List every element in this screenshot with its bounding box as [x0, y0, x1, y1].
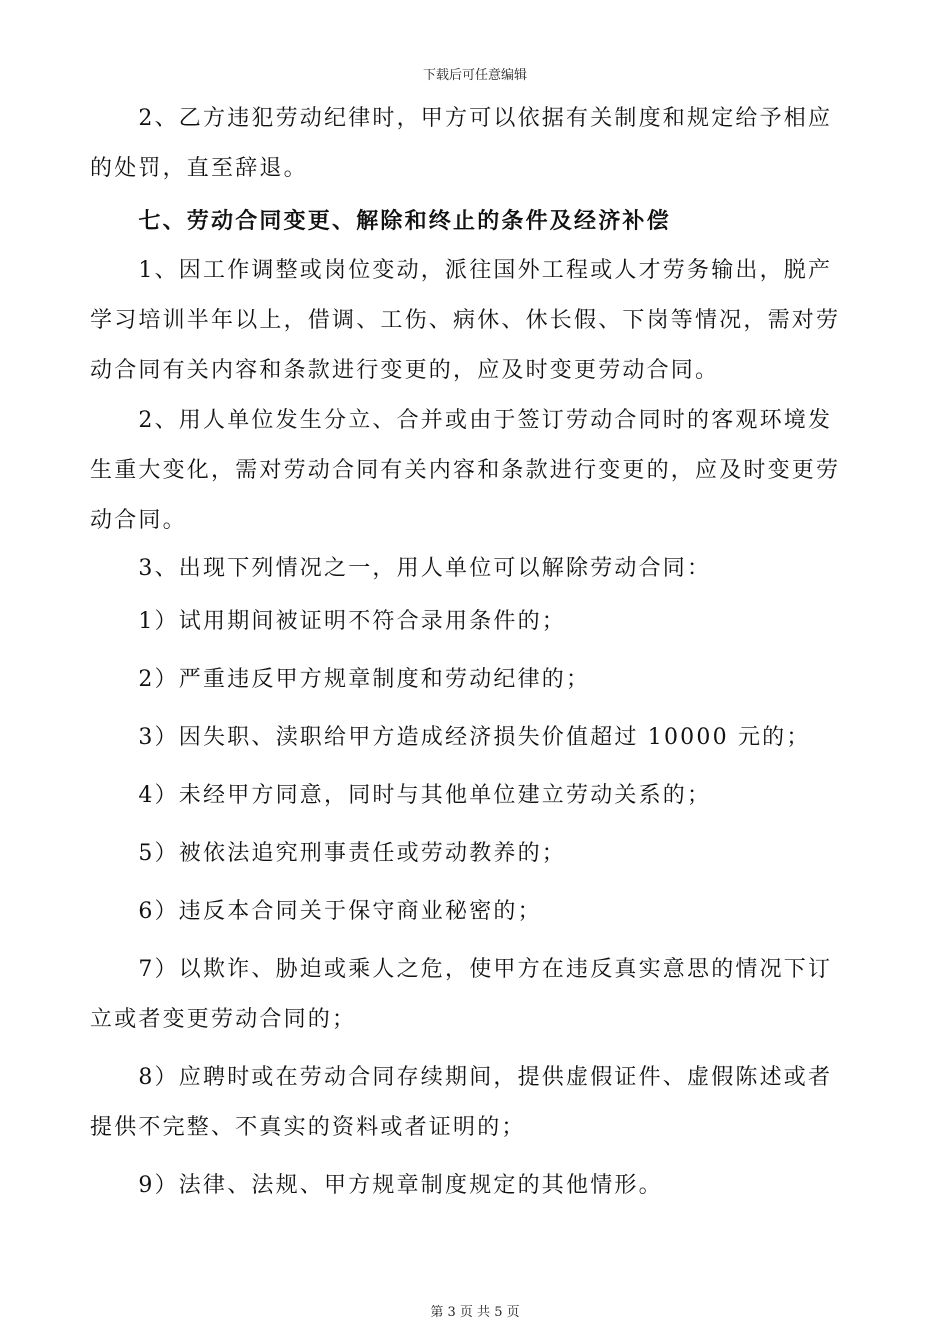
- text-line: 立或者变更劳动合同的；: [90, 1007, 357, 1032]
- text-line: 8）应聘时或在劳动合同存续期间，提供虚假证件、虚假陈述或者: [90, 1065, 833, 1090]
- list-item-4: [90, 771, 870, 821]
- text-line: 动合同有关内容和条款进行变更的，应及时变更劳动合同。: [90, 358, 720, 383]
- text-line: 2）严重违反甲方规章制度和劳动纪律的；: [90, 667, 591, 692]
- list-item-6: [90, 887, 870, 937]
- text-line: 3、出现下列情况之一，用人单位可以解除劳动合同：: [90, 556, 712, 581]
- paragraph-breach-discipline: [90, 94, 870, 194]
- text-line: 6）违反本合同关于保守商业秘密的；: [90, 899, 542, 924]
- text-line: 5）被依法追究刑事责任或劳动教养的；: [90, 841, 566, 866]
- text-line: 3）因失职、渎职给甲方造成经济损失价值超过 10000 元的；: [90, 725, 811, 750]
- list-item-7: [90, 945, 870, 1045]
- paragraph-change-conditions-1: [90, 246, 870, 396]
- list-item-2: [90, 655, 870, 705]
- text-line: 7）以欺诈、胁迫或乘人之危，使甲方在违反真实意思的情况下订: [90, 957, 833, 982]
- paragraph-change-conditions-2: [90, 396, 870, 546]
- heading-text: 七、劳动合同变更、解除和终止的条件及经济补偿: [90, 208, 671, 234]
- text-line: 2、用人单位发生分立、合并或由于签订劳动合同时的客观环境发: [90, 408, 833, 433]
- list-item-9: [90, 1161, 870, 1211]
- text-line: 生重大变化，需对劳动合同有关内容和条款进行变更的，应及时变更劳: [90, 458, 841, 483]
- text-line: 动合同。: [90, 508, 187, 533]
- text-line: 4）未经甲方同意，同时与其他单位建立劳动关系的；: [90, 783, 712, 808]
- paragraph-termination-intro: [90, 544, 870, 594]
- section-heading-7: [90, 196, 870, 246]
- text-line: 1）试用期间被证明不符合录用条件的；: [90, 609, 566, 634]
- list-item-3: [90, 713, 870, 763]
- page-header: 下载后可任意编辑: [422, 68, 527, 83]
- text-line: 1、因工作调整或岗位变动，派往国外工程或人才劳务输出，脱产: [90, 258, 833, 283]
- text-line: 9）法律、法规、甲方规章制度规定的其他情形。: [90, 1173, 663, 1198]
- list-item-5: [90, 829, 870, 879]
- text-line: 提供不完整、不真实的资料或者证明的；: [90, 1115, 526, 1140]
- text-line: 2、乙方违犯劳动纪律时，甲方可以依据有关制度和规定给予相应: [90, 106, 833, 131]
- list-item-1: [90, 597, 870, 647]
- text-line: 学习培训半年以上，借调、工伤、病休、休长假、下岗等情况，需对劳: [90, 308, 841, 333]
- list-item-8: [90, 1053, 870, 1153]
- page-number-footer: 第 3 页 共 5 页: [430, 1305, 520, 1320]
- text-line: 的处罚，直至辞退。: [90, 156, 308, 181]
